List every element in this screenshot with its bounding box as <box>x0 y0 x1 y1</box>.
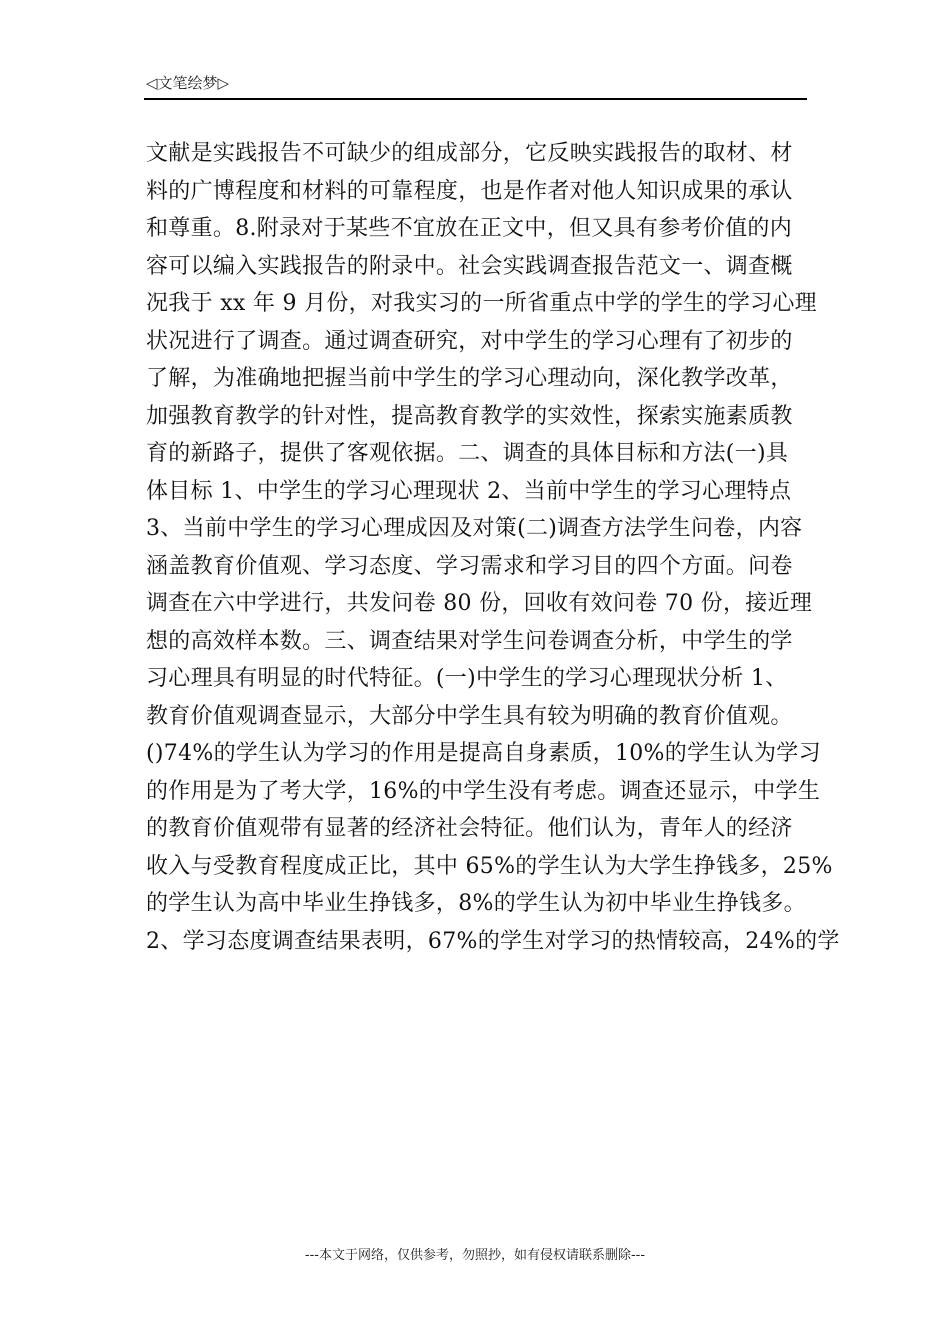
body-line: 体目标 1、中学生的学习心理现状 2、当前中学生的学习心理特点 <box>146 478 792 504</box>
body-line: 料的广博程度和材料的可靠程度，也是作者对他人知识成果的承认 <box>146 178 793 204</box>
page-footer-note: ---本文于网络，仅供参考，勿照抄，如有侵权请联系删除--- <box>304 1248 646 1263</box>
body-line: 2、学习态度调查结果表明，67%的学生对学习的热情较高，24%的学 <box>146 928 840 954</box>
body-line: 习心理具有明显的时代特征。(一)中学生的学习心理现状分析 1、 <box>146 666 788 691</box>
body-line: 加强教育教学的针对性，提高教育教学的实效性，探索实施素质教 <box>146 403 793 429</box>
body-line: 的教育价值观带有显著的经济社会特征。他们认为，青年人的经济 <box>146 816 793 841</box>
body-line: 容可以编入实践报告的附录中。社会实践调查报告范文一、调查概 <box>146 253 793 279</box>
body-line: 想的高效样本数。三、调查结果对学生问卷调查分析，中学生的学 <box>146 628 793 654</box>
body-line: 和尊重。8.附录对于某些不宜放在正文中，但又具有参考价值的内 <box>146 216 792 241</box>
body-line: 文献是实践报告不可缺少的组成部分，它反映实践报告的取材、材 <box>146 141 793 166</box>
body-line: 的作用是为了考大学，16%的中学生没有考虑。调查还显示，中学生 <box>146 778 821 804</box>
body-line: ()74%的学生认为学习的作用是提高自身素质，10%的学生认为学习 <box>146 741 821 766</box>
body-line: 涵盖教育价值观、学习态度、学习需求和学习目的四个方面。问卷 <box>146 553 793 579</box>
document-body <box>146 135 840 960</box>
body-line: 况我于 xx 年 9 月份，对我实习的一所省重点中学的学生的学习心理 <box>146 291 817 316</box>
body-line: 3、当前中学生的学习心理成因及对策(二)调查方法学生问卷，内容 <box>146 516 803 541</box>
body-line: 教育价值观调查显示，大部分中学生具有较为明确的教育价值观。 <box>146 703 793 729</box>
body-line: 了解，为准确地把握当前中学生的学习心理动向，深化教学改革， <box>146 366 793 391</box>
body-line: 状况进行了调查。通过调查研究，对中学生的学习心理有了初步的 <box>146 328 793 354</box>
body-line: 的学生认为高中毕业生挣钱多，8%的学生认为初中毕业生挣钱多。 <box>146 891 806 916</box>
page-header <box>144 72 807 100</box>
body-line: 收入与受教育程度成正比，其中 65%的学生认为大学生挣钱多，25% <box>146 853 833 879</box>
body-line: 育的新路子，提供了客观依据。二、调查的具体目标和方法(一)具 <box>146 441 789 466</box>
body-line: 调查在六中学进行，共发问卷 80 份，回收有效问卷 70 份，接近理 <box>146 591 813 616</box>
header-title: ◁文笔绘梦▷ <box>146 74 230 92</box>
